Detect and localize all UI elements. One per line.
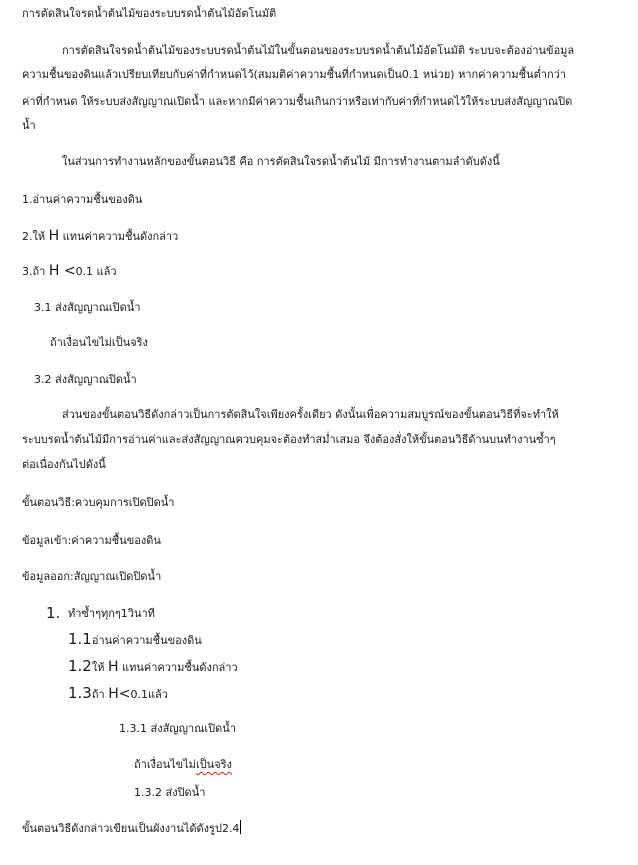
- list-item-1-3-number: 1.3: [68, 684, 92, 702]
- list-item-1-2-number: 1.2: [68, 657, 92, 675]
- step-2: [22, 229, 178, 244]
- paragraph-3-line-1: ส่วนของขั้นตอนวิธีดังกล่าวเป็นการตัดสินใจเพียงครั้งเดียว ดังนั้นเพื่อความสมบูรณ์ของขั้นตอนวิธีที่จะทำให้: [62, 408, 559, 421]
- list-item-1-3-suffix: 0.1แล้ว: [130, 688, 168, 701]
- list-item-1-3-1-else: [134, 758, 232, 772]
- list-item-1-2-prefix: ให้: [91, 661, 108, 674]
- list-item-1-1-number: 1.1: [68, 630, 92, 648]
- step-3-cond: H <: [48, 263, 76, 279]
- text-cursor: [240, 820, 241, 834]
- closing-line[interactable]: [22, 820, 241, 836]
- list-item-1-2-suffix: แทนค่าความชื้นดังกล่าว: [118, 661, 238, 674]
- list-item-1-1-text: อ่านค่าความชื้นของดิน: [91, 634, 202, 647]
- step-3-suffix: 0.1 แล้ว: [75, 265, 117, 278]
- step-1: 1.อ่านค่าความชื้นของดิน: [22, 193, 143, 206]
- step-3-1-else: ถ้าเงื่อนไขไม่เป็นจริง: [50, 336, 148, 349]
- list-item-1-3-2: 1.3.2 ส่งปิดน้ำ: [134, 786, 206, 799]
- spellcheck-flagged-word[interactable]: เป็นจริง: [195, 758, 232, 771]
- list-item-1-3-cond: H<: [108, 686, 131, 702]
- algorithm-output: ข้อมูลออก:สัญญาณเปิดปิดน้ำ: [22, 570, 162, 583]
- list-item-1-3-1: 1.3.1 ส่งสัญญาณเปิดน้ำ: [119, 722, 236, 735]
- algorithm-input: ข้อมูลเข้า:ค่าความชื้นของดิน: [22, 534, 161, 547]
- step-2-suffix: แทนค่าความชื้นดังกล่าว: [59, 230, 179, 243]
- list-item-1-2: [68, 659, 238, 675]
- paragraph-1-line-4: น้ำ: [22, 119, 36, 132]
- list-item-1-text: ทำซ้ำๆทุกๆ1วินาที: [68, 607, 155, 620]
- list-item-1-2-var: H: [107, 659, 119, 675]
- step-2-var: H: [48, 228, 60, 244]
- paragraph-1-line-3: ค่าที่กำหนด ให้ระบบส่งสัญญาณเปิดน้ำ และหากมีค่าความชื้นเกินกว่าหรือเท่ากับค่าที่กำหนดไว้ให้ระบบส่งสัญญาณปิด: [22, 95, 573, 108]
- step-3-1: 3.1 ส่งสัญญาณเปิดน้ำ: [34, 301, 141, 314]
- step-2-prefix: 2.ให้: [22, 230, 49, 243]
- list-item-1-3: [68, 686, 168, 702]
- step-3-prefix: 3.ถ้า: [22, 265, 49, 278]
- list-item-1-number: 1.: [46, 604, 61, 622]
- list-item-1-3-1-else-a: ถ้าเงื่อนไขไม่: [134, 758, 196, 771]
- step-3-2: 3.2 ส่งสัญญาณปิดน้ำ: [34, 373, 137, 386]
- document-title: การตัดสินใจรดน้ำต้นไม้ของระบบรดน้ำต้นไม้อัตโนมัติ: [22, 7, 277, 20]
- paragraph-2: ในส่วนการทำงานหลักของขั้นตอนวิธี คือ การตัดสินใจรดน้ำต้นไม้ มีการทำงานตามลำดับดังนี้: [62, 155, 500, 168]
- paragraph-1-line-1: การตัดสินใจรดน้ำต้นไม้ของระบบรดน้ำต้นไม้ในขั้นตอนของระบบรดน้ำต้นไม้อัตโนมัติ ระบบจะต้องอ่านข้อมูล: [62, 44, 575, 57]
- closing-text: ขั้นตอนวิธีดังกล่าวเขียนเป็นผังงานได้ดังรูป2.4: [22, 822, 240, 835]
- list-item-1-3-prefix: ถ้า: [91, 688, 109, 701]
- paragraph-1-line-2: ความชื้นของดินแล้วเปรียบเทียบกับค่าที่กำหนดไว้(สมมติค่าความชื้นที่กำหนดเป็น0.1 หน่วย) หากค่าความชื้นต่ำกว่า: [22, 68, 566, 81]
- step-3: [22, 264, 117, 279]
- algorithm-name: ขั้นตอนวิธี:ควบคุมการเปิดปิดน้ำ: [22, 496, 175, 509]
- paragraph-3-line-2: ระบบรดน้ำต้นไม้มีการอ่านค่าและส่งสัญญาณควบคุมจะต้องทำสม่ำเสมอ จึงต้องสั่งให้ขั้นตอนวิธีด้านบนทำงานซ้ำๆ: [22, 433, 556, 446]
- list-item-1-1: [68, 632, 202, 648]
- paragraph-3-line-3: ต่อเนื่องกันไปดังนี้: [22, 458, 106, 471]
